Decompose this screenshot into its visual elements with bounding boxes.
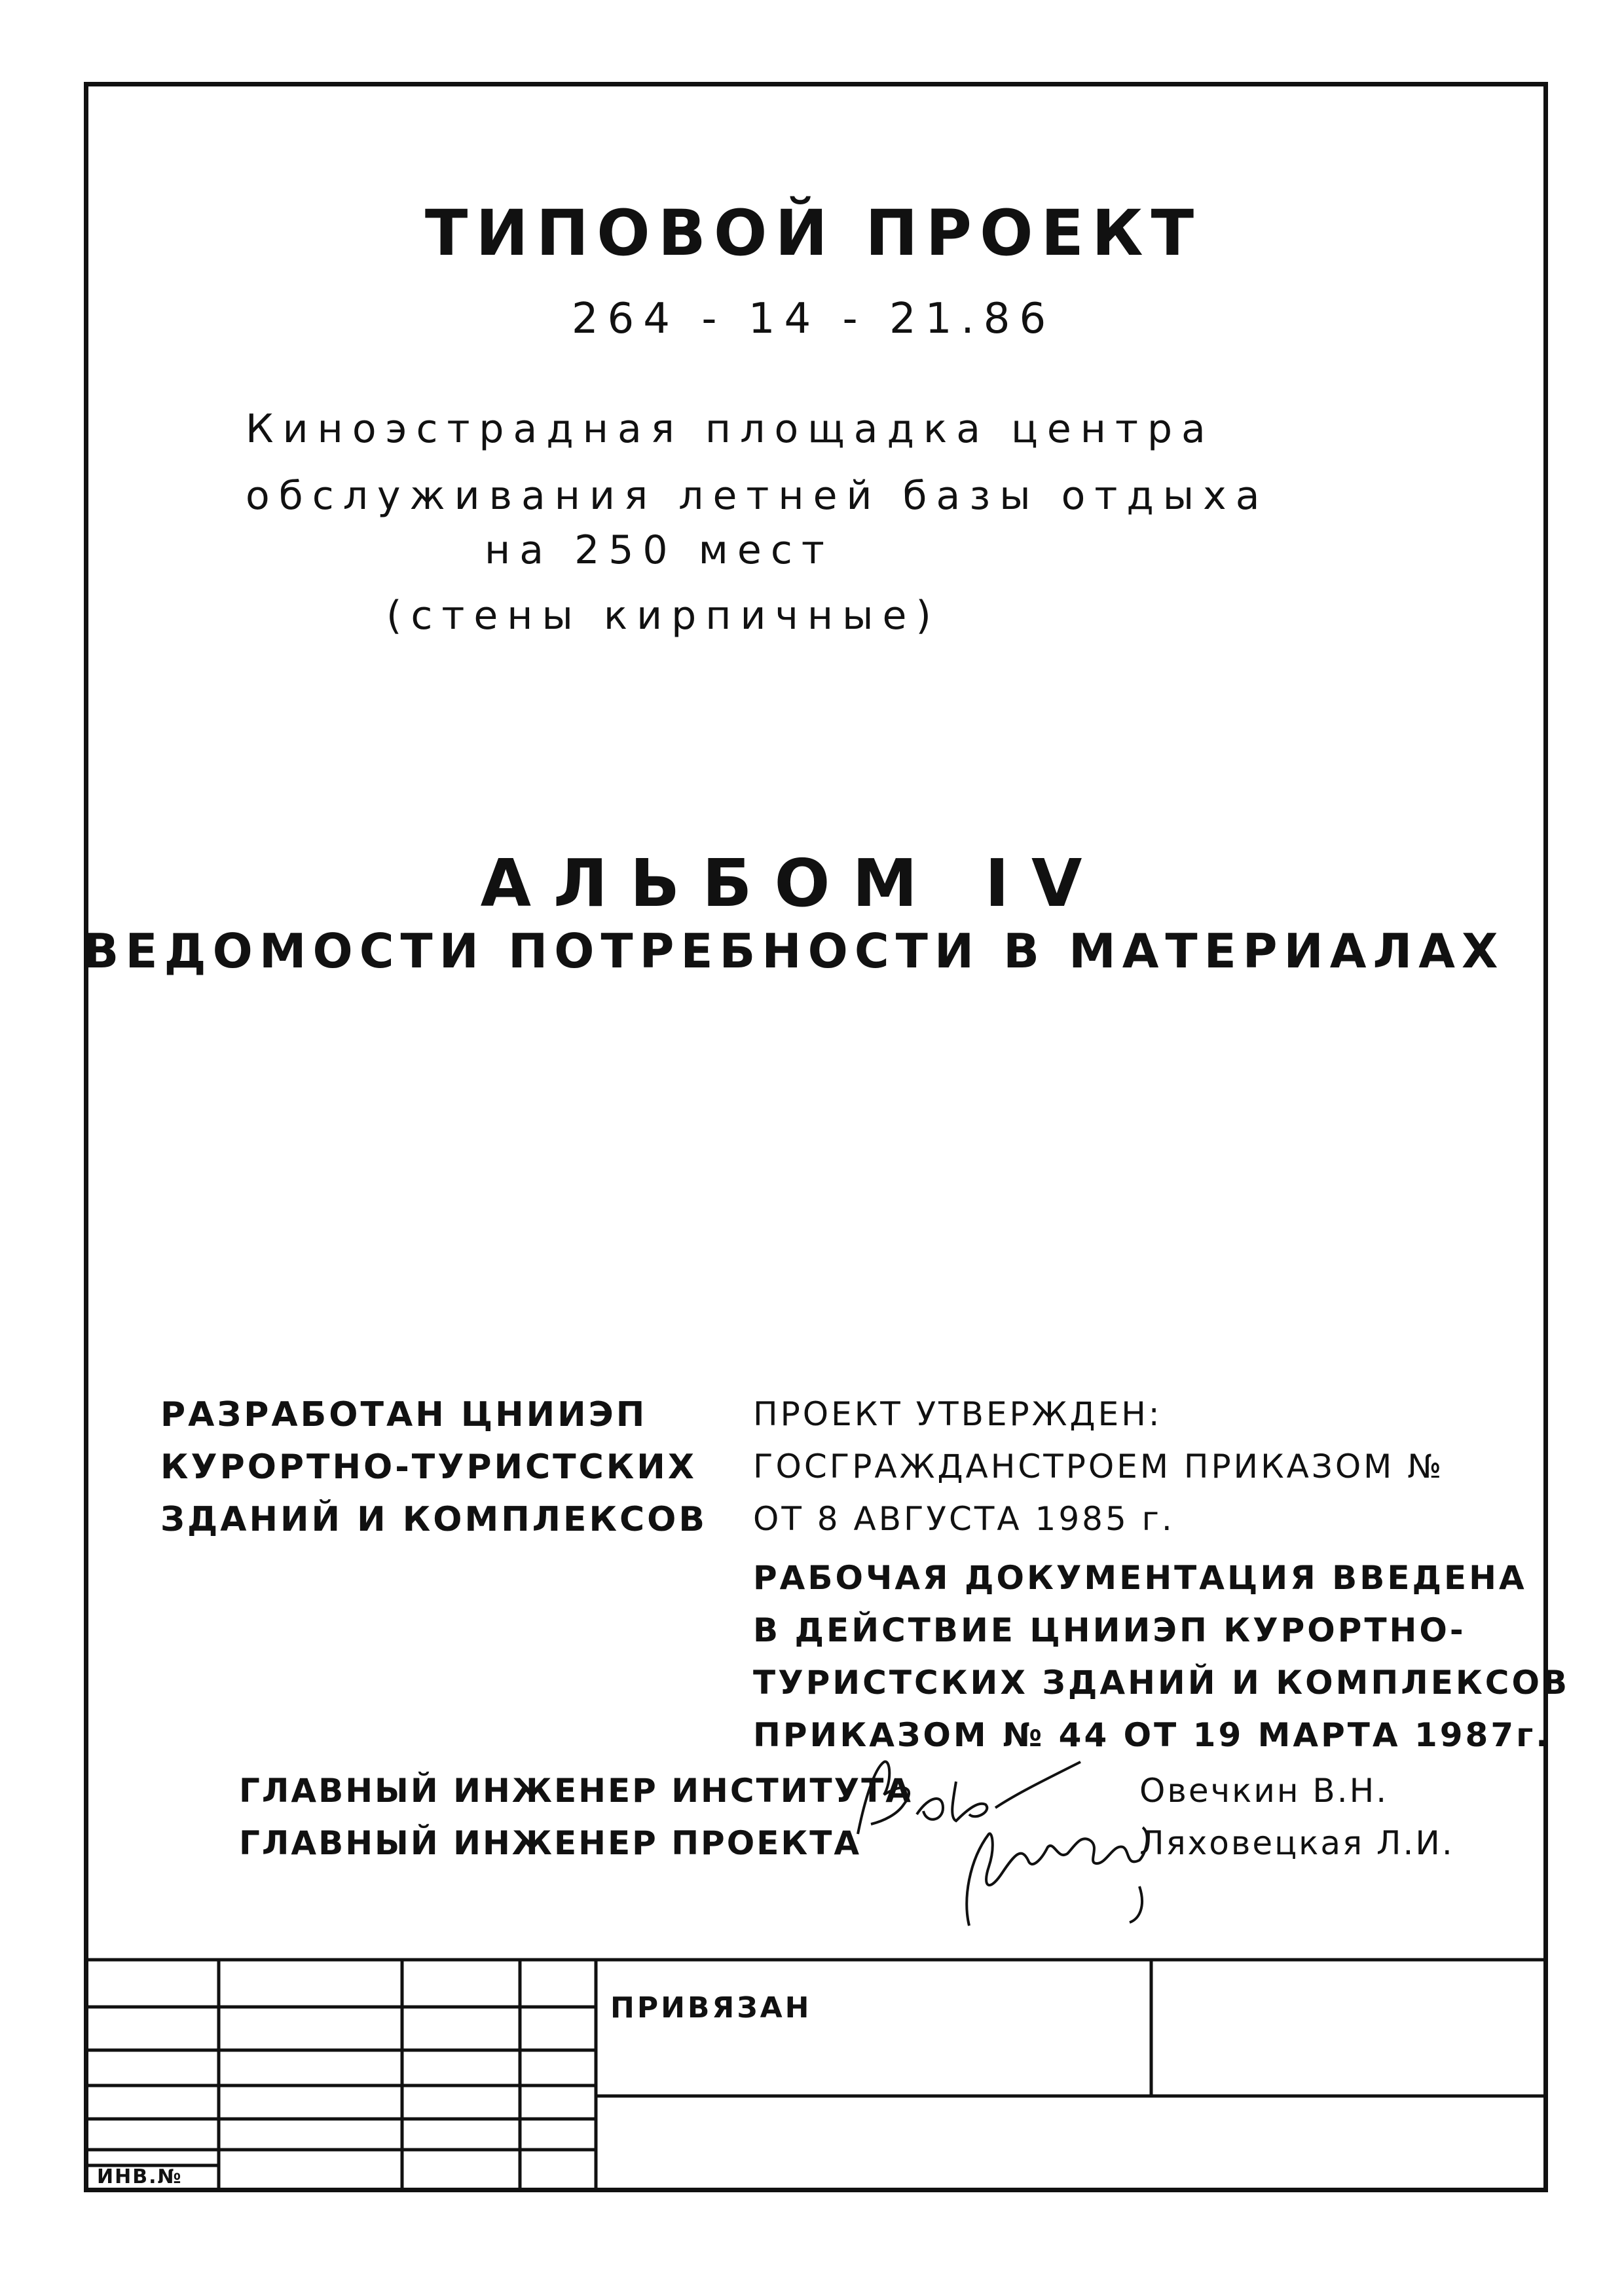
approval-line: ГОСГРАЖДАНСТРОЕМ ПРИКАЗОМ № [753,1448,1445,1486]
approval-line: ПРИКАЗОМ № 44 ОТ 19 МАРТА 1987г. [753,1716,1551,1754]
album-label: АЛЬБОМ IV [480,845,1105,922]
inventory-number-label: ИНВ.№ [97,2165,183,2188]
developer-line: РАЗРАБОТАН ЦНИИЭП [160,1395,648,1434]
document-code: 264 - 14 - 21.86 [571,295,1056,343]
title-line: Киноэстрадная площадка центра [246,406,1215,452]
approval-line: ПРОЕКТ УТВЕРЖДЕН: [753,1395,1162,1433]
developer-line: КУРОРТНО-ТУРИСТСКИХ [160,1448,697,1487]
title-line: на 250 мест [485,527,834,573]
approval-line: ТУРИСТСКИХ ЗДАНИЙ И КОМПЛЕКСОВ [753,1664,1570,1702]
document-type-heading: ТИПОВОЙ ПРОЕКТ [424,196,1202,270]
album-subtitle: ВЕДОМОСТИ ПОТРЕБНОСТИ В МАТЕРИАЛАХ [83,924,1505,979]
approval-line: ОТ 8 АВГУСТА 1985 г. [753,1500,1175,1538]
stamp-grid [84,1957,1548,2192]
approval-line: РАБОЧАЯ ДОКУМЕНТАЦИЯ ВВЕДЕНА [753,1559,1527,1597]
bound-label: ПРИВЯЗАН [610,1991,812,2025]
approval-line: В ДЕЙСТВИЕ ЦНИИЭП КУРОРТНО- [753,1611,1466,1649]
handwritten-signature [943,1808,1166,1932]
signatory-role: ГЛАВНЫЙ ИНЖЕНЕР ПРОЕКТА [239,1824,862,1862]
drawing-frame [84,82,1548,2192]
signatory-name: Ляховецкая Л.И. [1139,1824,1454,1862]
signatory-name: Овечкин В.Н. [1139,1772,1389,1810]
title-line: обслуживания летней базы отдыха [246,473,1269,519]
signatory-role: ГЛАВНЫЙ ИНЖЕНЕР ИНСТИТУТА [239,1772,913,1810]
title-block-stamp [84,1957,1548,2192]
title-line: (стены кирпичные) [386,593,940,639]
developer-line: ЗДАНИЙ И КОМПЛЕКСОВ [160,1500,707,1539]
